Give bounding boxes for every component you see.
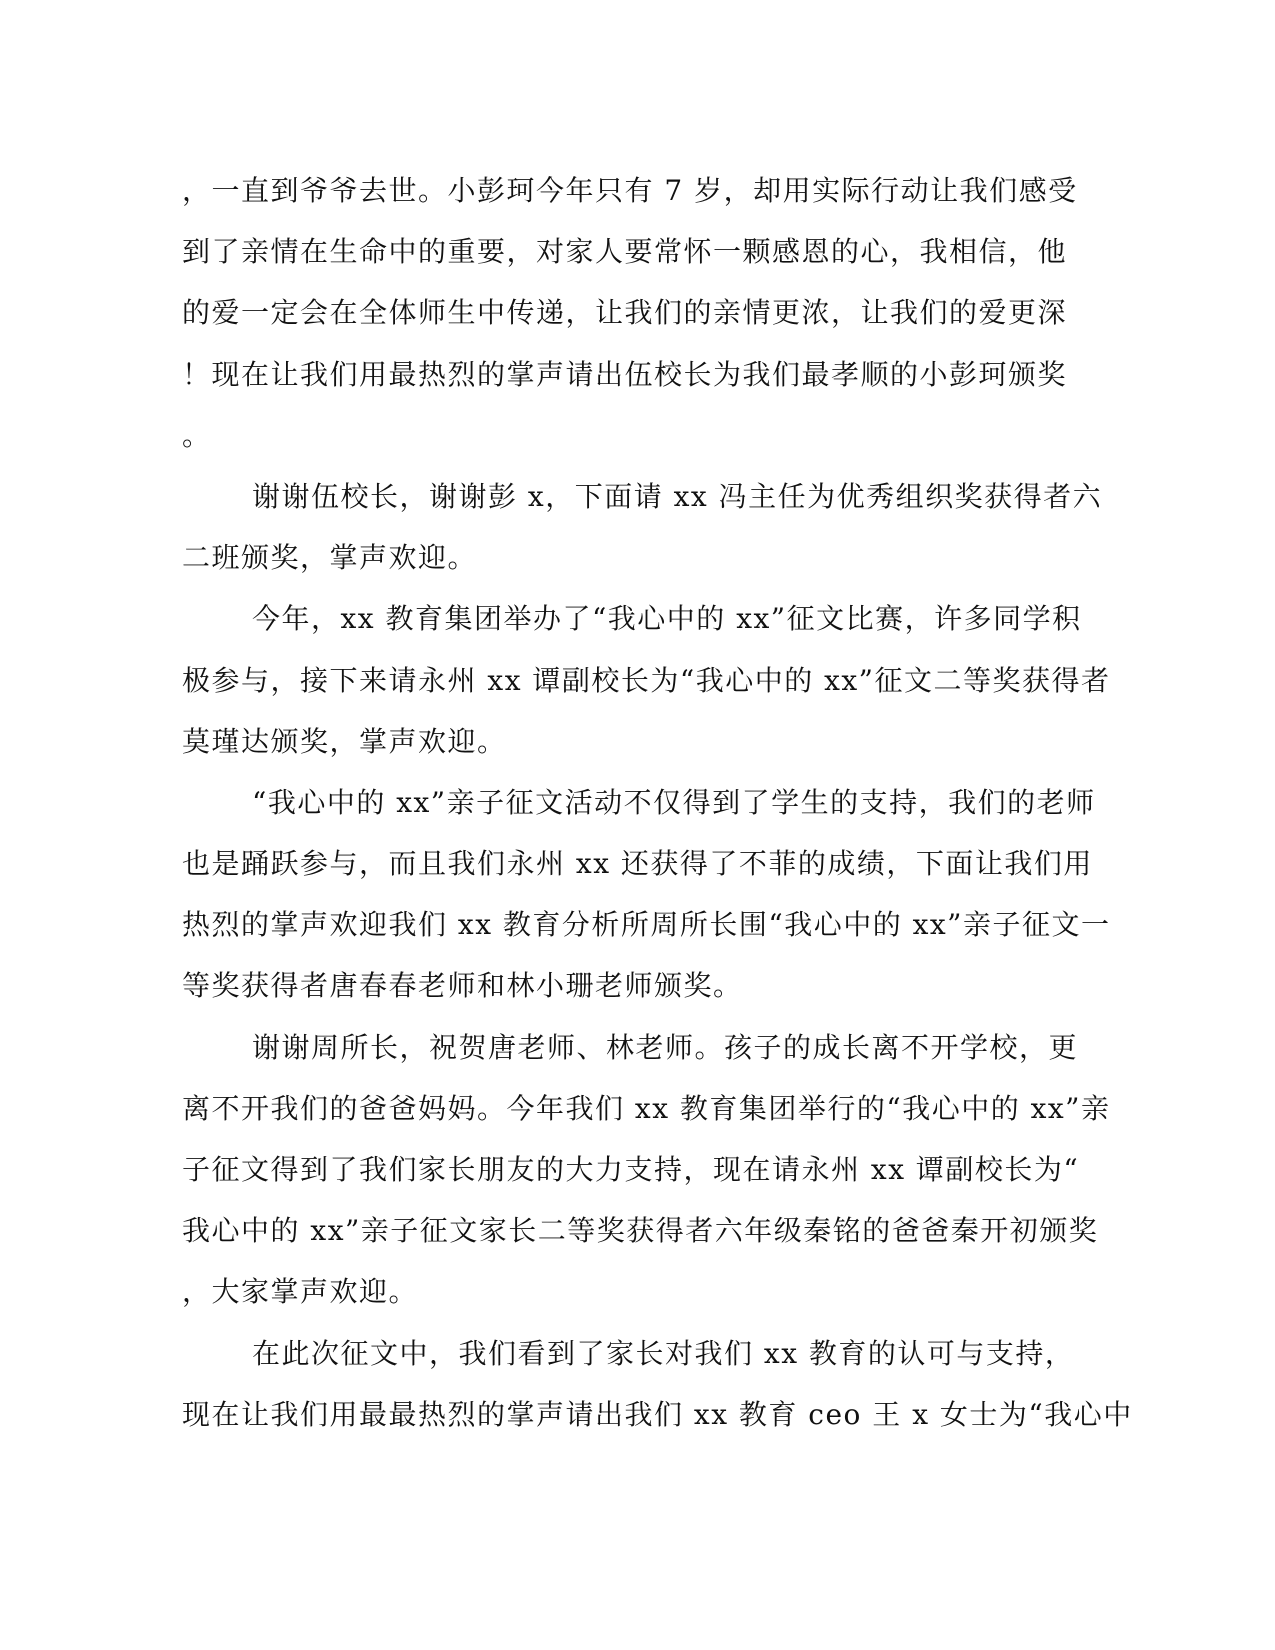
paragraph-start-line: 谢谢周所长，祝贺唐老师、林老师。孩子的成长离不开学校，更 — [252, 1030, 1079, 1064]
text-line: 极参与，接下来请永州 xx 谭副校长为“我心中的 xx”征文二等奖获得者 — [182, 663, 1111, 697]
text-line: 子征文得到了我们家长朋友的大力支持，现在请永州 xx 谭副校长为“ — [182, 1153, 1080, 1186]
text-line: 热烈的掌声欢迎我们 xx 教育分析所周所长围“我心中的 xx”亲子征文一 — [182, 908, 1111, 942]
text-line: 到了亲情在生命中的重要，对家人要常怀一颗感恩的心，我相信，他 — [182, 235, 1068, 269]
text-line: 。 — [182, 418, 212, 452]
text-line: ！现在让我们用最热烈的掌声请出伍校长为我们最孝顺的小彭珂颁奖 — [182, 357, 1068, 391]
text-line: 的爱一定会在全体师生中传递，让我们的亲情更浓，让我们的爱更深 — [182, 296, 1068, 330]
text-line: ，大家掌声欢迎。 — [182, 1275, 419, 1309]
paragraph-start-line: 今年，xx 教育集团举办了“我心中的 xx”征文比赛，许多同学积 — [252, 602, 1082, 636]
paragraph-start-line: “我心中的 xx”亲子征文活动不仅得到了学生的支持，我们的老师 — [252, 785, 1096, 819]
text-line: ，一直到爷爷去世。小彭珂今年只有 7 岁，却用实际行动让我们感受 — [182, 174, 1078, 207]
text-line: 离不开我们的爸爸妈妈。今年我们 xx 教育集团举行的“我心中的 xx”亲 — [182, 1091, 1111, 1125]
text-line: 等奖获得者唐春春老师和林小珊老师颁奖。 — [182, 969, 743, 1003]
paragraph-start-line: 在此次征文中，我们看到了家长对我们 xx 教育的认可与支持， — [252, 1336, 1075, 1370]
text-line: 现在让我们用最最热烈的掌声请出我们 xx 教育 ceo 王 x 女士为“我心中 — [182, 1397, 1133, 1431]
text-line: 我心中的 xx”亲子征文家长二等奖获得者六年级秦铭的爸爸秦开初颁奖 — [182, 1214, 1099, 1248]
paragraph-start-line: 谢谢伍校长，谢谢彭 x，下面请 xx 冯主任为优秀组织奖获得者六 — [252, 479, 1103, 513]
body-text — [182, 160, 1133, 1445]
text-line: 二班颁奖，掌声欢迎。 — [182, 541, 478, 575]
text-line: 也是踊跃参与，而且我们永州 xx 还获得了不菲的成绩，下面让我们用 — [182, 847, 1093, 881]
text-line: 莫瑾达颁奖，掌声欢迎。 — [182, 724, 507, 758]
